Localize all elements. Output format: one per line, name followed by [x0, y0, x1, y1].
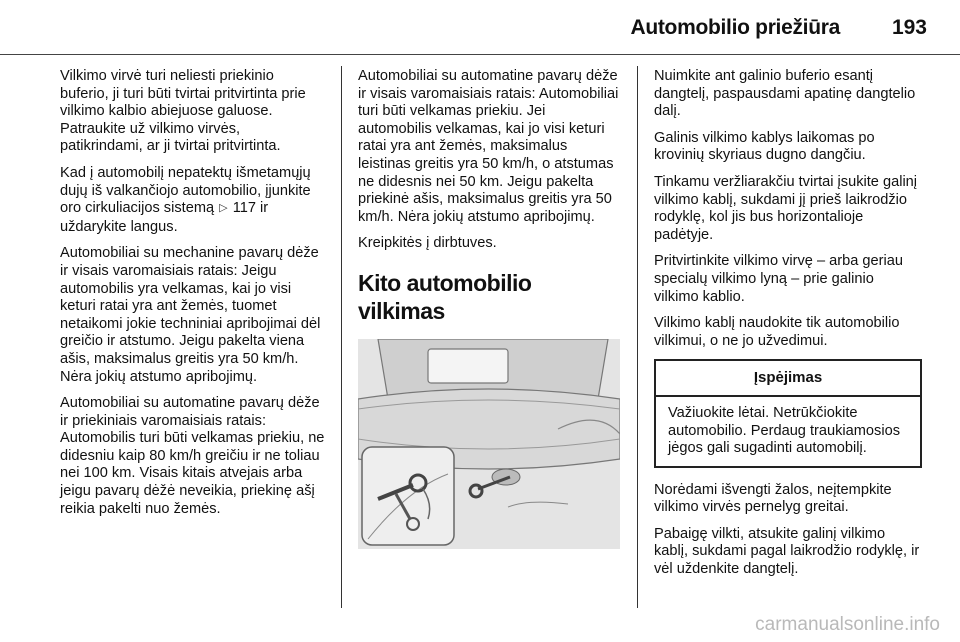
page-title: Automobilio priežiūra	[630, 16, 840, 39]
column-divider-1	[341, 66, 342, 608]
paragraph-air-recirculation	[60, 165, 325, 236]
paragraph-remove-cover: Nuimkite ant galinio buferio esantį dangtelį, paspausdami apatinę dangtelio dalį.	[654, 68, 916, 120]
paragraph-text: ir uždarykite langus.	[60, 200, 269, 235]
watermark: carmanualsonline.info	[755, 614, 940, 635]
text-column-1	[60, 68, 325, 527]
text-column-2	[358, 68, 622, 549]
warning-box	[654, 359, 922, 467]
header-divider	[0, 54, 960, 55]
paragraph-hook-storage: Galinis vilkimo kablys laikomas po krovinių skyriaus dugno dangčiu.	[654, 129, 875, 164]
page-number: 193	[891, 16, 927, 39]
section-heading: Kito automobilio vilkimas	[358, 269, 532, 324]
text-column-3	[654, 68, 922, 588]
warning-text: Važiuokite lėtai. Netrūkčiokite automobilio. Perdaug traukiamosios jėgos gali sugadinti automobilį.	[668, 404, 901, 457]
paragraph-towing-rope: Vilkimo virvė turi neliesti priekinio buferio, ji turi būti tvirtai pritvirtinta prie vilkimo kalbio abiejuose galuose. Patraukite už vilkimo virvės, patikrindami, ar ji tvirtai pritvirtinta.	[60, 68, 306, 155]
page-reference-arrow-icon: ▷	[219, 202, 228, 215]
paragraph-attach-rope: Pritvirtinkite vilkimo virvę – arba geriau specialų vilkimo lyną – prie galinio vilkimo kablio.	[654, 253, 903, 305]
paragraph-hook-usage: Vilkimo kablį naudokite tik automobilio vilkimui, o ne jo užvedimui.	[654, 315, 900, 349]
page-reference-link[interactable]: 117	[232, 200, 256, 217]
paragraph-automatic-fwd: Automobiliai su automatine pavarų dėže ir priekiniais varomaisiais ratais: Automobilis turi būti velkamas priekiu, ne didesniu kaip 80 km/h greičiu ir ne toliau nei 100 km. Visais kitais atvejais arba jeigu pavarų dėžė neveikia, priekinę ašį reikia pakelti nuo žemės.	[60, 395, 325, 517]
paragraph-text: Kad į automobilį nepatektų išmetamųjų dujų iš valkančiojo automobilio, įjunkite oro cirkuliacijos sistemą	[60, 164, 311, 217]
rear-bumper-drawing	[358, 339, 620, 549]
paragraph-screw-hook: Tinkamu veržliarakčiu tvirtai įsukite galinį vilkimo kablį, sukdami jį prieš laikrodžio rodyklę, kol jis bus horizontalioje padėtyje.	[654, 173, 918, 243]
column-divider-2	[637, 66, 638, 608]
paragraph-after-towing: Pabaigę vilkti, atsukite galinį vilkimo kablį, sukdami pagal laikrodžio rodyklę, ir vėl uždenkite dangtelį.	[654, 525, 920, 578]
warning-title: Įspėjimas	[656, 361, 920, 397]
page-header	[0, 0, 960, 52]
paragraph-avoid-damage: Norėdami išvengti žalos, neįtempkite vilkimo virvės pernelyg greitai.	[654, 481, 892, 516]
paragraph-manual-awd: Automobiliai su mechanine pavarų dėže ir visais varomaisiais ratais: Jeigu automobilis yra velkamas, kai jo visi keturi ratai yra ant žemės, tuomet netaikomi jokie techniniai apribojimai dėl greičio ir atstumo. Jeigu pakelta viena ašis, maksimalus greitis yra 50 km/h. Nėra jokių atstumo apribojimų.	[60, 245, 321, 385]
towing-eye-illustration	[358, 339, 620, 549]
paragraph-automatic-awd: Automobiliai su automatine pavarų dėže ir visais varomaisiais ratais: Automobiliai turi būti velkamas priekiu. Jei automobilis velkamas, kai jo visi keturi ratai yra ant žemės, maksimalus leistinas greitis yra 50 km/h, o atstumas ne didesnis nei 50 km. Jeigu pakelta priekinė ašis, maksimalus greitis yra 50 km/h. Nėra jokių atstumo apribojimų.	[358, 68, 619, 225]
paragraph-workshop: Kreipkitės į dirbtuves.	[358, 235, 497, 252]
